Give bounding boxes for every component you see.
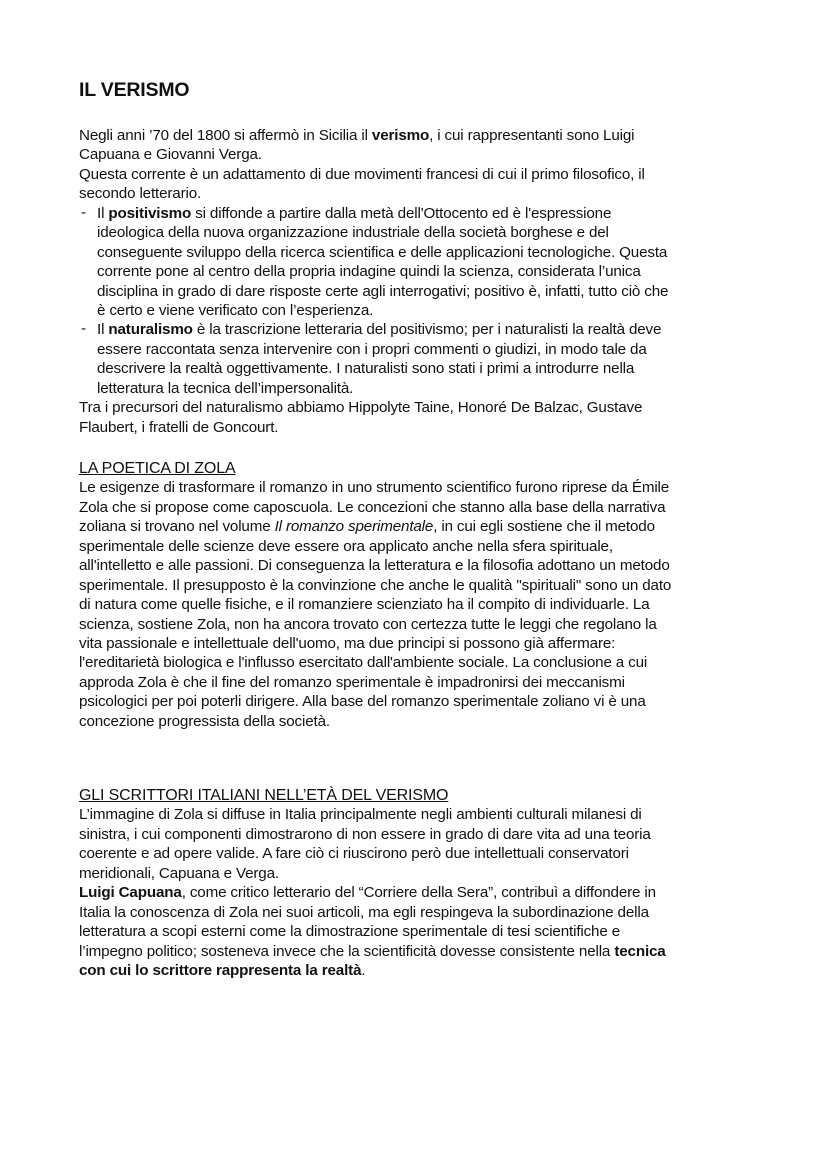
text-line [79, 634, 779, 653]
document-title: IL VERISMO [79, 79, 190, 101]
text-line [79, 692, 779, 711]
text-line [79, 537, 779, 556]
text-line [79, 615, 779, 634]
text-line [79, 673, 779, 692]
text: sinistra, i cui componenti dimostrarono di non essere in grado di dare vita ad una teoria [79, 825, 651, 843]
bold-text: tecnica [614, 942, 666, 960]
section-heading: LA POETICA DI ZOLA [79, 460, 236, 477]
text-line [79, 262, 779, 281]
text: Il [97, 204, 109, 222]
text-line [79, 576, 779, 595]
text: Italia la conoscenza di Zola nei suoi articoli, ma egli respingeva la subordinazione della [79, 903, 649, 921]
text: Negli anni ’70 del 1800 si affermò in Sicilia il [79, 127, 372, 144]
text-line [79, 145, 779, 164]
text: , come critico letterario del “Corriere della Sera”, contribuì a diffondere in [181, 884, 656, 902]
text: Capuana e Giovanni Verga. [79, 146, 262, 164]
text: all'intelletto e alle passioni. Di conseguenza la letteratura e la filosofia adottano un metodo [79, 557, 670, 575]
text: approda Zola è che il fine del romanzo sperimentale è impadronirsi dei meccanismi [79, 673, 625, 691]
bold-text: verismo [371, 127, 430, 144]
text-line [79, 942, 779, 961]
text: secondo letterario. [79, 185, 202, 203]
text-line [79, 595, 779, 614]
text: è certo e viene verificato con l’esperienza. [97, 301, 374, 319]
text-line [79, 864, 779, 883]
text: Zola che si propose come caposcuola. Le concezioni che stanno alla base della narrativa [79, 498, 666, 516]
text-line [79, 825, 779, 844]
text: psicologici per poi poterli dirigere. Alla base del romanzo sperimentale zoliano vi è una [79, 693, 646, 711]
bullet-item-line [79, 320, 779, 339]
text-line [79, 903, 779, 922]
text-line [79, 340, 779, 359]
text-line [79, 805, 779, 824]
text-line [79, 301, 779, 320]
text: , i cui rappresentanti sono Luigi [429, 127, 635, 144]
text: conseguente sviluppo della ricerca scientifica e delle applicazioni tecnologiche. Questa [97, 243, 668, 261]
text: sperimentale delle scienze deve essere ora applicato anche nella sfera spirituale, [79, 537, 613, 555]
text-line [79, 184, 779, 203]
text: meridionali, Capuana e Verga. [79, 864, 279, 882]
text-line [79, 478, 779, 497]
text: letteratura a scopi esterni come la dimostrazione sperimentale di tesi scientifiche e [79, 923, 621, 941]
bullet-dash: - [81, 320, 86, 338]
text: , in cui egli sostiene che il metodo [433, 518, 655, 536]
text: vita passionale e intellettuale dell'uomo, ma due principi si possono già affermare: [79, 634, 616, 652]
text-line [79, 556, 779, 575]
text: coerente e ad opere valide. A fare ciò ci riuscirono però due intellettuali conservatori [79, 845, 629, 863]
text-line [79, 418, 779, 437]
text: scienza, sostiene Zola, non ha ancora trovato con certezza tutte le leggi che regolano la [79, 615, 657, 633]
text-line [79, 517, 779, 536]
text-line [79, 398, 779, 417]
text-line [79, 712, 779, 731]
text-line [79, 653, 779, 672]
text: . [361, 961, 366, 979]
text-line [79, 359, 779, 378]
text: concezione progressista della società. [79, 712, 330, 730]
text: sperimentale. Il presupposto è la convinzione che anche le qualità "spirituali" sono un dato [79, 576, 672, 594]
text: Le esigenze di trasformare il romanzo in uno strumento scientifico furono riprese da Émile [79, 479, 670, 497]
text: si diffonde a partire dalla metà dell'Ottocento ed è l'espressione [191, 204, 612, 222]
text: Flaubert, i fratelli de Goncourt. [79, 418, 279, 436]
bullet-dash: - [81, 203, 86, 221]
bullet-item-line [79, 204, 779, 223]
italic-text: Il romanzo sperimentale [274, 518, 434, 536]
text: descrivere la realtà oggettivamente. I naturalisti sono stati i primi a introdurre nella [97, 360, 635, 378]
text: zoliana si trovano nel volume [79, 518, 275, 536]
bold-text: naturalismo [108, 321, 193, 339]
text-line [79, 379, 779, 398]
section-scrittori-italiani [79, 786, 779, 980]
text-line [79, 165, 779, 184]
text: è la trascrizione letteraria del positivismo; per i naturalisti la realtà deve [192, 321, 662, 339]
text: corrente pone al centro della propria indagine quindi la scienza, considerata l’unica [97, 263, 641, 281]
text-line [79, 282, 779, 301]
text: l’impegno politico; sosteneva invece che la scientificità dovesse consistente nella [79, 942, 615, 960]
section-heading: GLI SCRITTORI ITALIANI NELL’ETÀ DEL VERISMO [79, 787, 449, 804]
section-verismo-intro [79, 126, 779, 437]
text-line [79, 498, 779, 517]
text-line [79, 223, 779, 242]
text: essere raccontata senza intervenire con i propri commenti o giudizi, in modo tale da [97, 340, 647, 358]
text: Questa corrente è un adattamento di due movimenti francesi di cui il primo filosofico, il [79, 165, 645, 183]
text-line [79, 243, 779, 262]
text: Tra i precursori del naturalismo abbiamo Hippolyte Taine, Honoré De Balzac, Gustave [79, 399, 643, 417]
text-line [79, 922, 779, 941]
text-line [79, 844, 779, 863]
text: Il [97, 321, 109, 339]
text-line [79, 883, 779, 902]
text-line [79, 126, 779, 145]
bold-text: positivismo [108, 204, 192, 222]
text: di natura come quelle fisiche, e il romanziere scienziato ha il compito di individuarle. La [79, 596, 650, 614]
text: L’immagine di Zola si diffuse in Italia principalmente negli ambienti culturali milanesi di [79, 806, 642, 824]
text: l'ereditarietà biologica e l'influsso esercitato dall'ambiente sociale. La conclusione a cui [79, 654, 648, 672]
text: ideologica della nuova organizzazione industriale della società borghese e del [97, 224, 609, 242]
bold-text: con cui lo scrittore rappresenta la realtà [79, 961, 362, 979]
section-poetica-zola [79, 459, 779, 731]
bold-text: Luigi Capuana [79, 884, 182, 902]
text-line [79, 961, 779, 980]
text: letteratura la tecnica dell’impersonalità. [97, 379, 354, 397]
text: disciplina in grado di dare risposte certe agli interrogativi; positivo è, infatti, tutto ciò che [97, 282, 669, 300]
